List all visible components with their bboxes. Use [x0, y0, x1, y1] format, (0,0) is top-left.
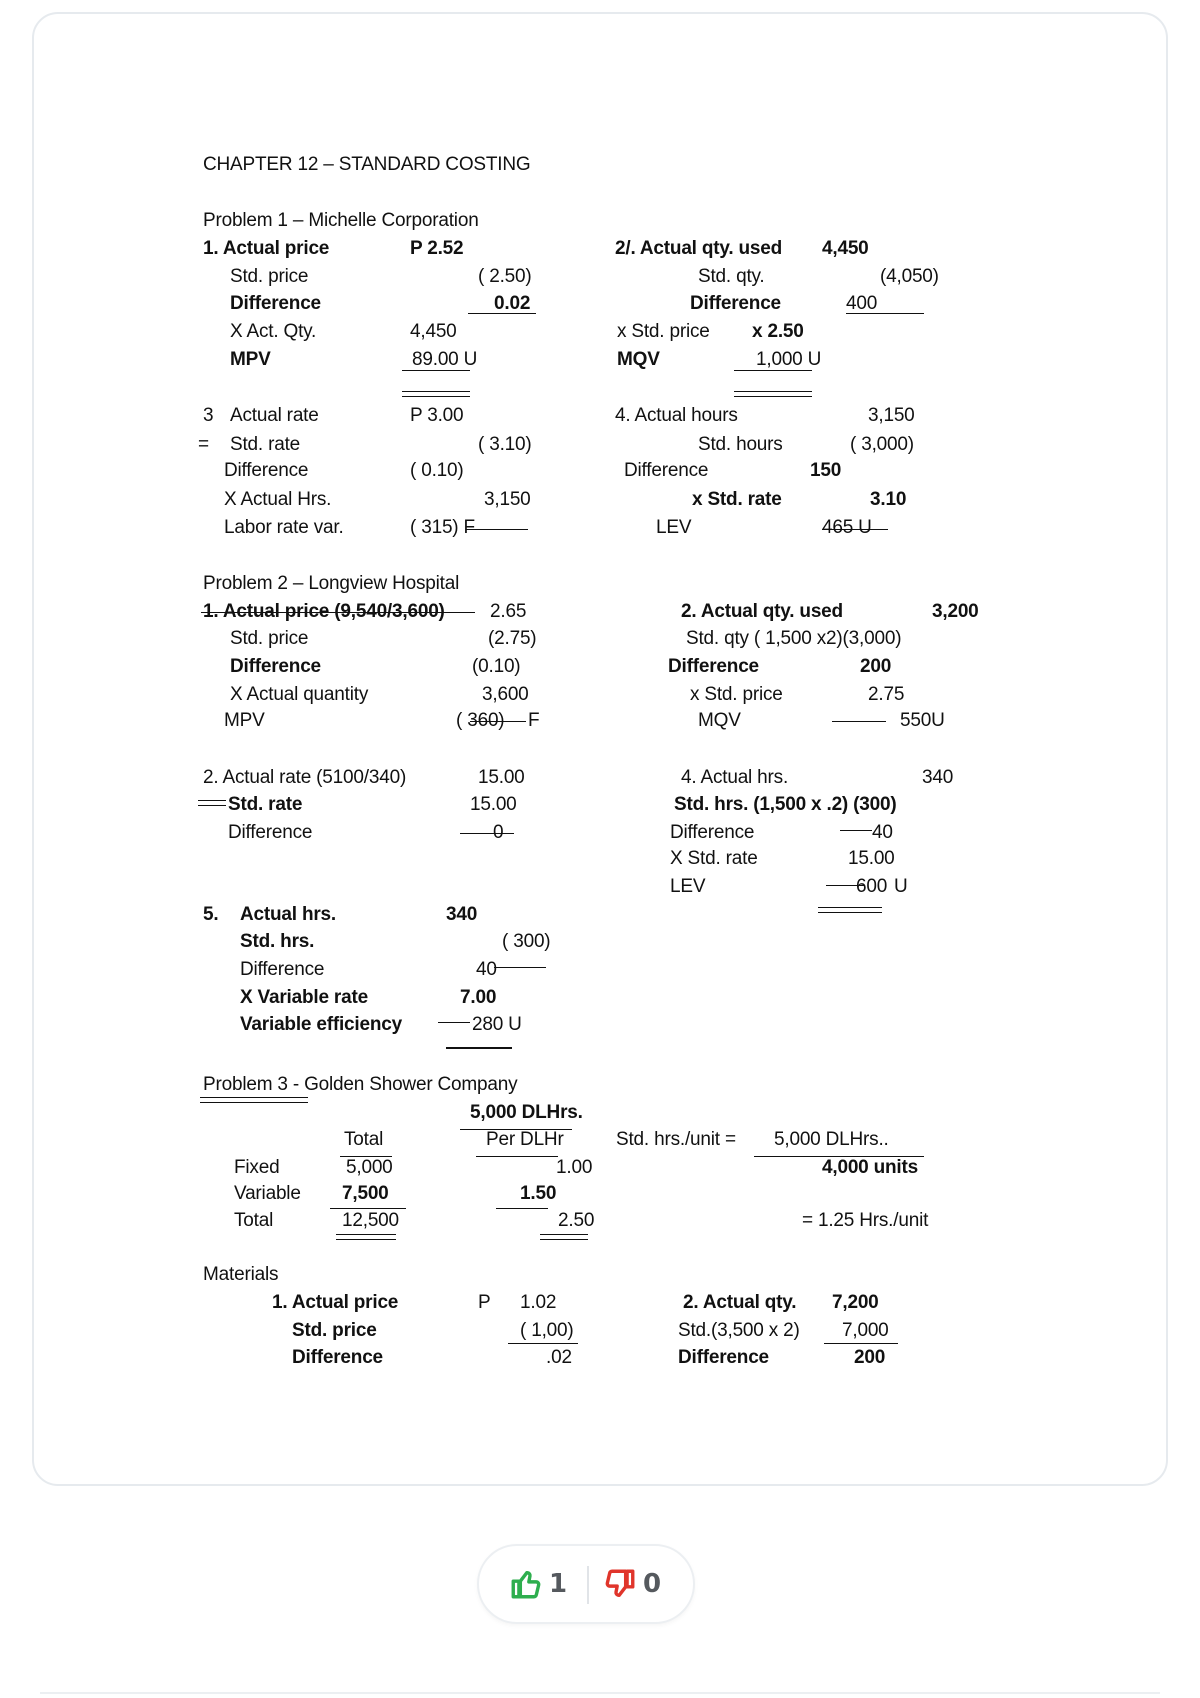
p1-lev-value: 465 U	[822, 517, 872, 538]
p1-difference-label: Difference	[230, 293, 321, 314]
upvote-button[interactable]	[509, 1564, 567, 1604]
double-underline	[540, 1234, 588, 1240]
p2-x-std-rate-label: X Std. rate	[670, 848, 758, 869]
materials-heading: Materials	[203, 1264, 279, 1285]
p1-actual-hours-value: 3,150	[868, 405, 915, 426]
p1-std-rate-label: Std. rate	[230, 434, 301, 455]
p2-actual-quantity-value: 3,600	[482, 684, 529, 705]
double-underline	[402, 391, 470, 397]
p2-std-hrs-label: Std. hrs. (1,500 x .2) (300)	[674, 794, 897, 815]
p2-mpv-label: MPV	[224, 710, 265, 731]
p2-std-hrs-5-value: ( 300)	[502, 931, 551, 952]
p2-actual-qty-value: 3,200	[932, 601, 979, 622]
strike-line	[460, 833, 514, 834]
underline	[840, 830, 872, 831]
p2-std-rate-value: 15.00	[470, 794, 517, 815]
p1-mqv-label: MQV	[617, 349, 660, 370]
underline	[330, 1208, 406, 1209]
p3-std-hrs-numerator: 5,000 DLHrs..	[774, 1129, 889, 1150]
p2-difference-label: Difference	[230, 656, 321, 677]
p1-equals-sign: =	[198, 434, 209, 455]
p1-x-actual-hrs-label: X Actual Hrs.	[224, 489, 332, 510]
p3-variable-label: Variable	[234, 1183, 301, 1204]
double-rule-mark	[198, 805, 226, 806]
p1-labor-rate-var-label: Labor rate var.	[224, 517, 344, 538]
p2-variable-efficiency-value: 280 U	[472, 1014, 522, 1035]
p2-variable-rate-value: 7.00	[460, 987, 497, 1008]
p1-lev-label: LEV	[656, 517, 692, 538]
p1-x-std-rate-value: 3.10	[870, 489, 907, 510]
p1-rate-difference-value: ( 0.10)	[410, 460, 464, 481]
p1-x-std-rate-label: x Std. rate	[692, 489, 782, 510]
underline	[438, 1022, 470, 1023]
p2-std-rate-label: Std. rate	[228, 794, 303, 815]
underline	[824, 1343, 898, 1344]
p1-std-hours-label: Std. hours	[698, 434, 783, 455]
p2-x-std-rate-value: 15.00	[848, 848, 895, 869]
underline	[846, 313, 924, 314]
p2-actual-rate-value: 15.00	[478, 767, 525, 788]
vote-widget	[477, 1544, 695, 1624]
p1-qty-difference-label: Difference	[690, 293, 781, 314]
p2-item-5-number: 5.	[203, 904, 219, 925]
p3-variable-per: 1.50	[520, 1183, 557, 1204]
p3-per-dlhr-header: Per DLHr	[486, 1129, 564, 1150]
p3-total-header: Total	[344, 1129, 384, 1150]
p1-rate-difference-label: Difference	[224, 460, 309, 481]
p2-lev-suffix: U	[894, 876, 908, 897]
p1-actual-price-value: P 2.52	[410, 238, 464, 259]
p2-actual-hrs-value: 340	[922, 767, 954, 788]
thumbs-down-icon	[603, 1567, 637, 1601]
p2-lev-label: LEV	[670, 876, 706, 897]
p2-actual-price-value: 2.65	[490, 601, 527, 622]
p1-actual-qty-value: 4,450	[822, 238, 869, 259]
p1-difference-value: 0.02	[494, 293, 531, 314]
p2-qty-difference-value: 200	[860, 656, 892, 677]
p2-difference-value: (0.10)	[472, 656, 521, 677]
p2-actual-hrs-5-value: 340	[446, 904, 478, 925]
p1-actual-qty-label: 2/. Actual qty. used	[615, 238, 783, 259]
mat-std-qty-label: Std.(3,500 x 2)	[678, 1320, 800, 1341]
underline	[494, 967, 546, 968]
mat-actual-price-value: 1.02	[520, 1292, 557, 1313]
mat-price-prefix: P	[478, 1292, 491, 1313]
p1-labor-rate-var-value: ( 315) F	[410, 517, 475, 538]
p2-actual-hrs-5-label: Actual hrs.	[240, 904, 336, 925]
p1-x-std-price-label: x Std. price	[617, 321, 710, 342]
underline	[468, 313, 536, 314]
p1-actual-price-label: 1. Actual price	[203, 238, 330, 259]
p2-hrs-difference-label: Difference	[670, 822, 755, 843]
double-underline	[336, 1234, 396, 1240]
underline	[832, 721, 886, 722]
p2-variable-rate-label: X Variable rate	[240, 987, 368, 1008]
p3-fixed-label: Fixed	[234, 1157, 280, 1178]
p3-std-hrs-result: = 1.25 Hrs./unit	[802, 1210, 929, 1231]
p3-fixed-per: 1.00	[556, 1157, 593, 1178]
mat-qty-difference-label: Difference	[678, 1347, 769, 1368]
p2-hrs-difference-value: 40	[872, 822, 893, 843]
mat-actual-qty-label: 2. Actual qty.	[683, 1292, 797, 1313]
thumbs-up-icon	[509, 1567, 543, 1601]
p1-x-actual-hrs-value: 3,150	[484, 489, 531, 510]
p1-item-3-number: 3	[203, 405, 214, 426]
strike-line	[470, 721, 526, 722]
downvote-count: 0	[643, 1569, 662, 1599]
underline	[734, 370, 812, 371]
mat-difference-value: .02	[546, 1347, 572, 1368]
problem-3-heading: Problem 3 - Golden Shower Company	[203, 1074, 518, 1095]
p3-total-total: 12,500	[342, 1210, 399, 1231]
p2-qty-difference-label: Difference	[668, 656, 759, 677]
p1-actual-rate-label: Actual rate	[230, 405, 319, 426]
p2-std-price-value: (2.75)	[488, 628, 537, 649]
p3-total-label: Total	[234, 1210, 274, 1231]
strike-line	[822, 529, 888, 530]
p3-fixed-total: 5,000	[346, 1157, 393, 1178]
problem-1-heading: Problem 1 – Michelle Corporation	[203, 210, 479, 231]
p1-std-price-label: Std. price	[230, 266, 309, 287]
underline	[508, 1343, 578, 1344]
p1-std-rate-value: ( 3.10)	[478, 434, 532, 455]
p2-difference-5-label: Difference	[240, 959, 325, 980]
p3-std-hrs-unit-label: Std. hrs./unit =	[616, 1129, 736, 1150]
p1-qty-difference-value: 400	[846, 293, 878, 314]
strike-line	[201, 612, 475, 613]
p2-mpv-suffix: F	[528, 710, 540, 731]
p3-variable-total: 7,500	[342, 1183, 389, 1204]
p1-std-price-value: ( 2.50)	[478, 266, 532, 287]
p1-hours-difference-value: 150	[810, 460, 842, 481]
double-underline	[734, 391, 812, 397]
p2-actual-quantity-label: X Actual quantity	[230, 684, 369, 705]
p2-difference-5-value: 40	[476, 959, 497, 980]
underline	[446, 1047, 512, 1049]
p2-lev-value: 600	[856, 876, 888, 897]
p1-std-qty-label: Std. qty.	[698, 266, 765, 287]
p3-dlhrs-header: 5,000 DLHrs.	[470, 1102, 583, 1123]
mat-std-qty-value: 7,000	[842, 1320, 889, 1341]
underline	[402, 370, 470, 371]
mat-qty-difference-value: 200	[854, 1347, 886, 1368]
section-divider	[40, 1692, 1160, 1694]
p2-rate-difference-value: 0	[493, 822, 504, 843]
p2-x-std-price-value: 2.75	[868, 684, 905, 705]
underline	[496, 1208, 548, 1209]
p1-std-qty-value: (4,050)	[880, 266, 939, 287]
p1-std-hours-value: ( 3,000)	[850, 434, 914, 455]
p2-std-hrs-5-label: Std. hrs.	[240, 931, 315, 952]
p2-mpv-value: ( 360)	[456, 710, 505, 731]
p1-act-qty-label: X Act. Qty.	[230, 321, 317, 342]
p2-x-std-price-label: x Std. price	[690, 684, 783, 705]
mat-std-price-value: ( 1,00)	[520, 1320, 574, 1341]
p1-mpv-label: MPV	[230, 349, 271, 370]
chapter-title: CHAPTER 12 – STANDARD COSTING	[203, 154, 531, 175]
p2-std-price-label: Std. price	[230, 628, 309, 649]
double-rule-mark	[198, 800, 226, 801]
p2-actual-rate-label: 2. Actual rate (5100/340)	[203, 767, 407, 788]
upvote-count: 1	[549, 1569, 568, 1599]
p1-mqv-value: 1,000 U	[756, 349, 822, 370]
problem-2-heading: Problem 2 – Longview Hospital	[203, 573, 460, 594]
mat-difference-label: Difference	[292, 1347, 383, 1368]
downvote-button[interactable]	[603, 1564, 661, 1604]
p2-actual-price-label: 1. Actual price (9,540/3,600)	[203, 601, 445, 622]
p2-actual-qty-label: 2. Actual qty. used	[681, 601, 843, 622]
p2-actual-hrs-label: 4. Actual hrs.	[681, 767, 789, 788]
mat-actual-price-label: 1. Actual price	[272, 1292, 399, 1313]
p1-actual-hours-label: 4. Actual hours	[615, 405, 738, 426]
p1-actual-rate-value: P 3.00	[410, 405, 464, 426]
p2-mqv-label: MQV	[698, 710, 741, 731]
underline	[476, 1156, 558, 1157]
p1-mpv-value: 89.00 U	[412, 349, 478, 370]
p2-variable-efficiency-label: Variable efficiency	[240, 1014, 403, 1035]
p3-total-per: 2.50	[558, 1210, 595, 1231]
vote-divider	[587, 1566, 589, 1604]
p1-x-std-price-value: x 2.50	[752, 321, 804, 342]
double-underline	[200, 1097, 308, 1103]
p2-std-qty-label: Std. qty ( 1,500 x2)(3,000)	[686, 628, 902, 649]
mat-std-price-label: Std. price	[292, 1320, 377, 1341]
p2-rate-difference-label: Difference	[228, 822, 313, 843]
p1-act-qty-value: 4,450	[410, 321, 457, 342]
p1-hours-difference-label: Difference	[624, 460, 709, 481]
double-underline	[818, 907, 882, 913]
p2-mqv-value: 550U	[900, 710, 945, 731]
p3-std-hrs-denominator: 4,000 units	[822, 1157, 919, 1178]
mat-actual-qty-value: 7,200	[832, 1292, 879, 1313]
strike-line	[466, 529, 528, 530]
